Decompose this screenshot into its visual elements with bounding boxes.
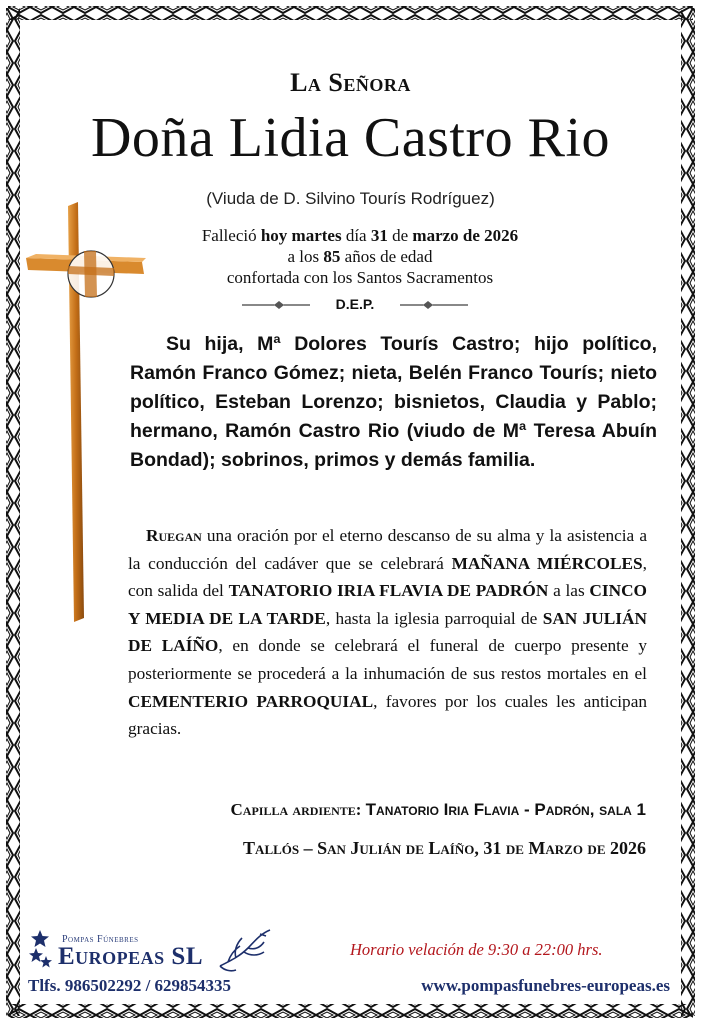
ruegan-text-3: a las [548,581,590,601]
death-text-1: Falleció [201,226,261,245]
ruegan-cemetery: CEMENTERIO PARROQUIAL [128,691,374,711]
ruegan-text-2: , con salida del [128,553,647,601]
place-date: Tallós – San Julián de Laíño, 31 de Marzo de 2026 [243,838,646,858]
ruegan-time: CINCO Y MEDIA DE LA TARDE [128,581,647,628]
capilla-value: Tanatorio Iria Flavia - Padrón, sala 1 [365,800,646,819]
widow-note: (Viuda de D. Silvino Tourís Rodríguez) [206,189,495,208]
family-text: Su hija, Mª Dolores Tourís Castro; hijo político, Ramón Franco Gómez; nieta, Belén Franco Tourís; nieto político, Esteban Lorenzo; bisnietos, Claudia y Pablo; hermano, Ramón Castro Rio (viudo de Mª Teresa Abuín Bondad); sobrinos, primos y demás familia. [130,333,657,471]
death-day: 31 [370,226,388,245]
ruegan-tanatorio: TANATORIO IRIA FLAVIA DE PADRÓN [228,581,549,601]
logo-title: Europeas SL [58,943,204,970]
age-value: 85 [323,247,341,266]
ruegan-day: MAÑANA MIÉRCOLES [451,553,643,573]
deceased-name: Doña Lidia Castro Rio [90,107,611,169]
ruegan-text-1: una oración por el eterno descanso de su alma y la asistencia a la conducción del cadáver que se celebrará [128,526,647,573]
ruegan-text-4: , hasta la iglesia parroquial de [325,608,543,628]
ruegan-text-6: , favores por los cuales les anticipan gracias. [128,691,648,739]
capilla-ardiente [120,800,646,820]
dep-divider [230,296,480,316]
vigil-hours: Horario velación de 9:30 a 22:00 hrs. [350,940,603,959]
ruegan-paragraph [128,522,647,743]
website-url[interactable]: www.pompasfunebres-europeas.es [421,976,670,995]
stars-icon [26,928,62,972]
logo-subtitle: Pompas Fúnebres [62,934,139,945]
death-notice [120,225,600,288]
title-senora: La Señora [290,68,411,97]
ruegan-church: SAN JULIÁN DE LAÍÑO [128,608,647,656]
dep-label: D.E.P. [335,296,375,312]
death-line-2 [120,246,600,267]
death-month-year: marzo de 2026 [412,226,519,245]
dove-icon [214,926,276,976]
age-text-2: años de edad [340,247,433,266]
death-text-2: día [341,226,371,245]
death-when: hoy martes [260,226,342,245]
ruegan-lead: Ruegan [146,526,202,545]
phone-numbers: Tlfs. 986502292 / 629854335 [28,976,232,995]
death-line-3: confortada con los Santos Sacramentos [226,268,494,287]
capilla-label: Capilla ardiente: [230,800,362,819]
death-text-3: de [387,226,413,245]
death-line-1 [120,225,600,246]
age-text-1: a los [287,247,324,266]
ruegan-text-5: , en donde se celebrará el funeral de cuerpo presente y posteriormente se procederá a la inhumación de sus restos mortales en el [128,636,647,683]
